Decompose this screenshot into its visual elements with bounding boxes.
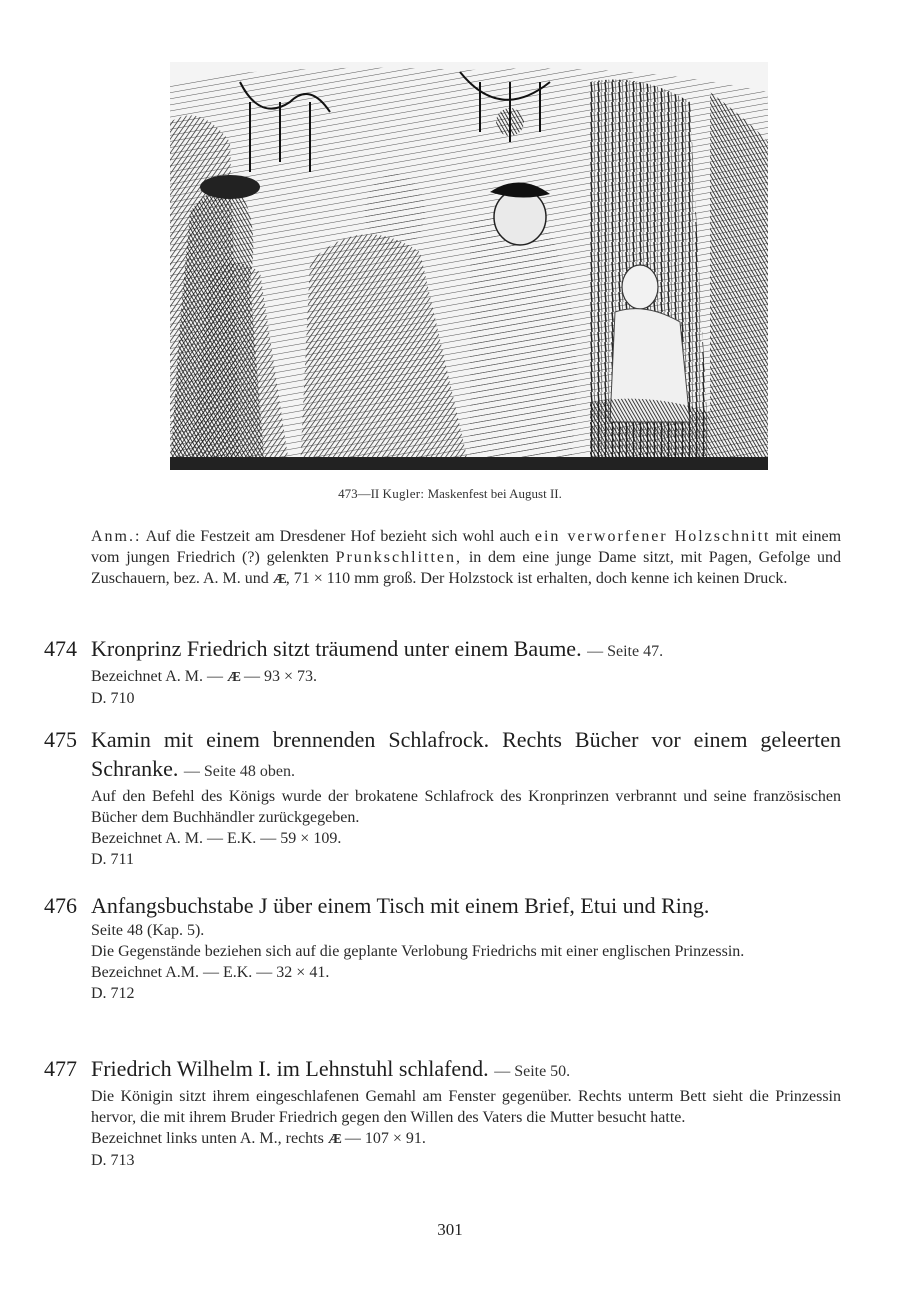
entry-number: 475 bbox=[44, 727, 77, 752]
note-text-2: mit einem vom jungen Friedrich (?) gelenkten bbox=[91, 528, 842, 566]
entry-description: Die Königin sitzt ihrem eingeschlafenen Gemahl am Fenster gegenüber. Rechts unterm Bett sieht die Prinzessin hervor, die mit ihrem Bruder Friedrich gegen den Willen des Vaters die Mutter besucht hatte. bbox=[91, 1088, 841, 1126]
caption-number: 473—II bbox=[338, 486, 380, 501]
caption-author: Kugler: bbox=[382, 486, 425, 501]
note-text-4: , 71 × 110 mm groß. Der Holzstock ist erhalten, doch kenne ich keinen Druck. bbox=[285, 570, 788, 587]
annotation-note bbox=[91, 526, 841, 590]
entry-title-text: Friedrich Wilhelm I. im Lehnstuhl schlafend. bbox=[91, 1056, 489, 1081]
entry-page-ref: — Seite 48 oben. bbox=[183, 763, 295, 780]
entry-catalog-ref: D. 711 bbox=[91, 851, 134, 868]
entry-catalog-ref: D. 712 bbox=[91, 985, 135, 1002]
monogram-mark: Æ bbox=[272, 572, 286, 587]
signature-text: Bezeichnet links unten A. M., rechts bbox=[91, 1130, 324, 1147]
masquerade-scene-image bbox=[170, 62, 768, 470]
entry-title-text: Kamin mit einem brennenden Schlafrock. Rechts Bücher vor einem geleerten Schranke. bbox=[91, 727, 841, 781]
figure-caption bbox=[0, 486, 900, 502]
entry-title bbox=[91, 1054, 841, 1086]
entry-number: 474 bbox=[44, 636, 77, 661]
entry-catalog-ref: D. 710 bbox=[91, 690, 135, 707]
entry-title: Anfangsbuchstabe J über einem Tisch mit einem Brief, Etui und Ring. bbox=[91, 893, 710, 918]
woodcut-illustration bbox=[170, 62, 768, 470]
note-emphasis-2: Prunkschlitten, bbox=[335, 549, 463, 566]
entry-title bbox=[91, 634, 841, 666]
entry-description: Die Gegenstände beziehen sich auf die geplante Verlobung Friedrichs mit einer englischen Prinzessin. bbox=[91, 943, 745, 960]
signature-dimensions: — 107 × 91. bbox=[344, 1130, 426, 1147]
entry-signature bbox=[91, 1128, 841, 1150]
caption-title: Maskenfest bei August II. bbox=[427, 486, 562, 501]
entry-catalog-ref: D. 713 bbox=[91, 1152, 135, 1169]
entry-number: 476 bbox=[44, 893, 77, 918]
page-number: 301 bbox=[437, 1220, 463, 1239]
note-label: Anm.: bbox=[91, 528, 142, 545]
entry-page-ref: Seite 48 (Kap. 5). bbox=[91, 922, 205, 939]
entry-signature: Bezeichnet A. M. — E.K. — 59 × 109. bbox=[91, 830, 342, 847]
note-emphasis-1: ein verworfener Holzschnitt bbox=[534, 528, 771, 545]
signature-text: Bezeichnet A. M. — bbox=[91, 668, 223, 685]
entry-page-ref: — Seite 50. bbox=[494, 1063, 571, 1080]
entry-title-text: Kronprinz Friedrich sitzt träumend unter einem Baume. bbox=[91, 636, 582, 661]
entry-title bbox=[91, 725, 841, 786]
note-text-1: Auf die Festzeit am Dresdener Hof bezieht sich wohl auch bbox=[145, 528, 530, 545]
note-text-3: in dem eine junge Dame sitzt, mit Pagen, Gefolge und Zuschauern, bez. A. M. und bbox=[91, 549, 841, 587]
entry-description: Auf den Befehl des Königs wurde der brokatene Schlafrock des Kronprinzen verbrannt und seine französischen Bücher dem Buchhändler zurückgegeben. bbox=[91, 788, 841, 826]
monogram-mark: Æ bbox=[327, 1132, 341, 1147]
entry-signature: Bezeichnet A.M. — E.K. — 32 × 41. bbox=[91, 964, 330, 981]
entry-page-ref: — Seite 47. bbox=[587, 643, 664, 660]
entry-number: 477 bbox=[44, 1056, 77, 1081]
monogram-mark: Æ bbox=[226, 670, 240, 685]
entry-signature bbox=[91, 666, 841, 688]
signature-dimensions: — 93 × 73. bbox=[243, 668, 317, 685]
